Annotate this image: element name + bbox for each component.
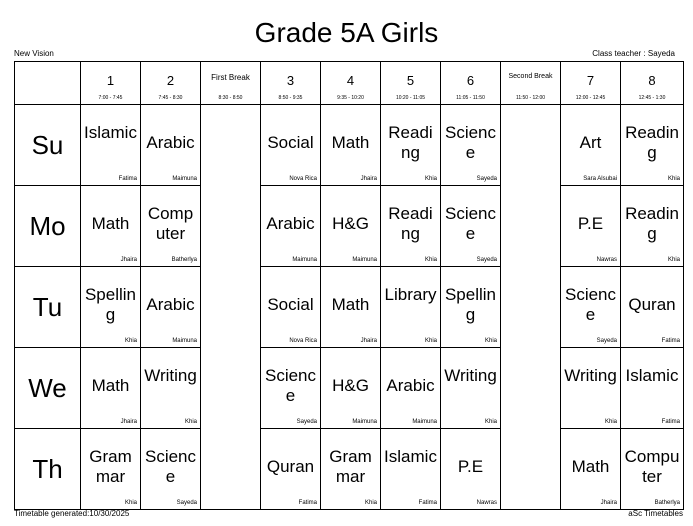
lesson-cell bbox=[81, 267, 141, 348]
break-cell bbox=[501, 348, 561, 429]
lesson-cell bbox=[441, 105, 501, 186]
lesson-cell bbox=[141, 267, 201, 348]
period-time: 7:45 - 8:30 bbox=[158, 95, 183, 101]
teacher-name: Jhaira bbox=[360, 338, 377, 344]
teacher-name: Fatima bbox=[661, 419, 680, 425]
period-header bbox=[141, 62, 201, 105]
subject-name: Arabic bbox=[146, 133, 195, 152]
teacher-name: Nawras bbox=[596, 257, 617, 263]
day-row bbox=[15, 348, 684, 429]
subject-name: Library bbox=[384, 285, 437, 304]
teacher-name: Nova Rica bbox=[289, 176, 317, 182]
subject-name: Islamic bbox=[384, 447, 437, 466]
lesson-cell bbox=[381, 267, 441, 348]
teacher-name: Maimuna bbox=[352, 419, 377, 425]
break-cell bbox=[201, 267, 261, 348]
teacher-name: Khia bbox=[484, 338, 497, 344]
teacher-name: Khia bbox=[184, 419, 197, 425]
period-header bbox=[441, 62, 501, 105]
teacher-name: Fatima bbox=[118, 176, 137, 182]
teacher-name: Nova Rica bbox=[289, 338, 317, 344]
period-number: 1 bbox=[106, 72, 115, 88]
period-time: 11:05 - 11:50 bbox=[456, 95, 485, 101]
subject-name: Quran bbox=[266, 457, 315, 476]
break-time: 8:30 - 8:50 bbox=[218, 95, 243, 101]
lesson-cell bbox=[81, 186, 141, 267]
period-time: 12:00 - 12:45 bbox=[575, 95, 606, 101]
subject-name: H&G bbox=[332, 376, 369, 395]
teacher-name: Jhaira bbox=[120, 419, 137, 425]
lesson-cell bbox=[441, 429, 501, 510]
lesson-cell bbox=[81, 105, 141, 186]
subject-name: Science bbox=[264, 366, 317, 405]
teacher-name: Khia bbox=[667, 176, 680, 182]
teacher-name: Nawras bbox=[476, 500, 497, 506]
break-name: First Break bbox=[211, 73, 250, 82]
day-name: Su bbox=[15, 105, 81, 186]
lesson-cell bbox=[381, 429, 441, 510]
break-cell bbox=[501, 429, 561, 510]
teacher-name: Jhaira bbox=[600, 500, 617, 506]
break-header bbox=[501, 62, 561, 105]
teacher-name: Jhaira bbox=[360, 176, 377, 182]
period-time: 7:00 - 7:45 bbox=[98, 95, 123, 101]
subject-name: Reading bbox=[388, 204, 433, 243]
subject-name: Reading bbox=[388, 123, 433, 162]
period-number: 6 bbox=[466, 72, 475, 88]
class-teacher: Class teacher : Sayeda bbox=[592, 49, 675, 58]
subject-name: Social bbox=[267, 295, 314, 314]
teacher-name: Fatima bbox=[298, 500, 317, 506]
subject-name: Quran bbox=[628, 295, 676, 314]
subject-name: Grammar bbox=[329, 447, 372, 486]
period-header bbox=[321, 62, 381, 105]
lesson-cell bbox=[261, 267, 321, 348]
day-row bbox=[15, 429, 684, 510]
lesson-cell bbox=[621, 429, 684, 510]
subject-name: Islamic bbox=[625, 366, 679, 385]
teacher-name: Maimuna bbox=[352, 257, 377, 263]
day-row bbox=[15, 267, 684, 348]
break-cell bbox=[501, 105, 561, 186]
period-number: 4 bbox=[346, 72, 355, 88]
lesson-cell bbox=[321, 105, 381, 186]
teacher-name: Maimuna bbox=[412, 419, 437, 425]
teacher-name: Batherlya bbox=[171, 257, 197, 263]
subject-name: Science bbox=[444, 204, 497, 243]
subject-name: Grammar bbox=[89, 447, 132, 486]
subject-name: Islamic bbox=[84, 123, 137, 142]
teacher-name: Khia bbox=[124, 500, 137, 506]
break-cell bbox=[501, 186, 561, 267]
generated-date: Timetable generated:10/30/2025 bbox=[14, 509, 130, 518]
lesson-cell bbox=[441, 267, 501, 348]
break-cell bbox=[201, 105, 261, 186]
subject-name: Arabic bbox=[386, 376, 435, 395]
period-number: 5 bbox=[406, 72, 415, 88]
subject-name: Science bbox=[144, 447, 197, 486]
subject-name: Math bbox=[331, 133, 370, 152]
subject-name: Computer bbox=[147, 204, 194, 243]
teacher-name: Maimuna bbox=[172, 176, 197, 182]
break-time: 11:50 - 12:00 bbox=[515, 95, 546, 101]
teacher-name: Fatima bbox=[418, 500, 437, 506]
teacher-name: Khia bbox=[424, 176, 437, 182]
subject-name: Science bbox=[564, 285, 617, 324]
teacher-name: Maimuna bbox=[292, 257, 317, 263]
teacher-name: Sayeda bbox=[476, 257, 497, 263]
period-time: 8:50 - 9:35 bbox=[278, 95, 303, 101]
teacher-name: Fatima bbox=[661, 338, 680, 344]
day-name: Mo bbox=[15, 186, 81, 267]
subject-name: Arabic bbox=[266, 214, 315, 233]
subject-name: P.E bbox=[457, 457, 484, 476]
software-credit: aSc Timetables bbox=[628, 509, 683, 518]
teacher-name: Khia bbox=[667, 257, 680, 263]
teacher-name: Khia bbox=[604, 419, 617, 425]
teacher-name: Khia bbox=[124, 338, 137, 344]
subject-name: Math bbox=[91, 214, 130, 233]
period-header bbox=[381, 62, 441, 105]
lesson-cell bbox=[81, 429, 141, 510]
lesson-cell bbox=[321, 267, 381, 348]
lesson-cell bbox=[261, 186, 321, 267]
lesson-cell bbox=[321, 429, 381, 510]
subject-name: Computer bbox=[624, 447, 680, 486]
subject-name: Math bbox=[91, 376, 130, 395]
period-number: 3 bbox=[286, 72, 295, 88]
lesson-cell bbox=[261, 429, 321, 510]
lesson-cell bbox=[141, 105, 201, 186]
lesson-cell bbox=[321, 186, 381, 267]
lesson-cell bbox=[261, 348, 321, 429]
subject-name: Spelling bbox=[84, 285, 137, 324]
period-number: 7 bbox=[586, 72, 595, 88]
period-time: 12:45 - 1:30 bbox=[638, 95, 666, 101]
lesson-cell bbox=[381, 348, 441, 429]
lesson-cell bbox=[141, 348, 201, 429]
lesson-cell bbox=[261, 105, 321, 186]
timetable-grid bbox=[14, 61, 684, 510]
break-header bbox=[201, 62, 261, 105]
teacher-name: Khia bbox=[424, 257, 437, 263]
lesson-cell bbox=[321, 348, 381, 429]
period-header bbox=[81, 62, 141, 105]
subject-name: Science bbox=[444, 123, 497, 162]
teacher-name: Sara Alsubai bbox=[583, 176, 617, 182]
break-cell bbox=[201, 186, 261, 267]
break-cell bbox=[201, 348, 261, 429]
lesson-cell bbox=[621, 186, 684, 267]
lesson-cell bbox=[561, 429, 621, 510]
teacher-name: Khia bbox=[424, 338, 437, 344]
subject-name: H&G bbox=[332, 214, 369, 233]
period-number: 8 bbox=[648, 72, 656, 88]
lesson-cell bbox=[561, 105, 621, 186]
school-name: New Vision bbox=[14, 49, 54, 58]
subject-name: Reading bbox=[625, 123, 679, 162]
teacher-name: Sayeda bbox=[596, 338, 617, 344]
subject-name: Arabic bbox=[146, 295, 195, 314]
lesson-cell bbox=[561, 348, 621, 429]
timetable-title: Grade 5A Girls bbox=[254, 17, 439, 48]
period-time: 10:20 - 11:05 bbox=[395, 95, 426, 101]
corner-cell bbox=[15, 62, 81, 105]
lesson-cell bbox=[621, 267, 684, 348]
subject-name: Social bbox=[267, 133, 314, 152]
period-header bbox=[621, 62, 684, 105]
break-cell bbox=[201, 429, 261, 510]
teacher-name: Batherlya bbox=[654, 500, 680, 506]
period-time: 9:35 - 10:20 bbox=[337, 95, 364, 101]
lesson-cell bbox=[381, 105, 441, 186]
day-name: Tu bbox=[15, 267, 81, 348]
subject-name: Spelling bbox=[444, 285, 497, 324]
subject-name: Writing bbox=[444, 366, 497, 385]
lesson-cell bbox=[441, 348, 501, 429]
teacher-name: Khia bbox=[364, 500, 377, 506]
lesson-cell bbox=[561, 186, 621, 267]
lesson-cell bbox=[621, 348, 684, 429]
break-name: Second Break bbox=[508, 73, 553, 80]
lesson-cell bbox=[141, 186, 201, 267]
teacher-name: Khia bbox=[484, 419, 497, 425]
subject-name: Reading bbox=[625, 204, 679, 243]
lesson-cell bbox=[621, 105, 684, 186]
lesson-cell bbox=[141, 429, 201, 510]
day-row bbox=[15, 105, 684, 186]
lesson-cell bbox=[81, 348, 141, 429]
period-number: 2 bbox=[166, 72, 175, 88]
lesson-cell bbox=[441, 186, 501, 267]
subject-name: P.E bbox=[577, 214, 604, 233]
subject-name: Math bbox=[571, 457, 610, 476]
subject-name: Writing bbox=[144, 366, 197, 385]
subject-name: Art bbox=[579, 133, 602, 152]
day-name: We bbox=[15, 348, 81, 429]
period-header bbox=[561, 62, 621, 105]
subject-name: Math bbox=[331, 295, 370, 314]
teacher-name: Sayeda bbox=[476, 176, 497, 182]
teacher-name: Sayeda bbox=[296, 419, 317, 425]
period-header bbox=[261, 62, 321, 105]
lesson-cell bbox=[381, 186, 441, 267]
teacher-name: Jhaira bbox=[120, 257, 137, 263]
subject-name: Writing bbox=[564, 366, 617, 385]
day-row bbox=[15, 186, 684, 267]
break-cell bbox=[501, 267, 561, 348]
lesson-cell bbox=[561, 267, 621, 348]
teacher-name: Maimuna bbox=[172, 338, 197, 344]
day-name: Th bbox=[15, 429, 81, 510]
period-header-row bbox=[15, 62, 684, 105]
teacher-name: Sayeda bbox=[176, 500, 197, 506]
